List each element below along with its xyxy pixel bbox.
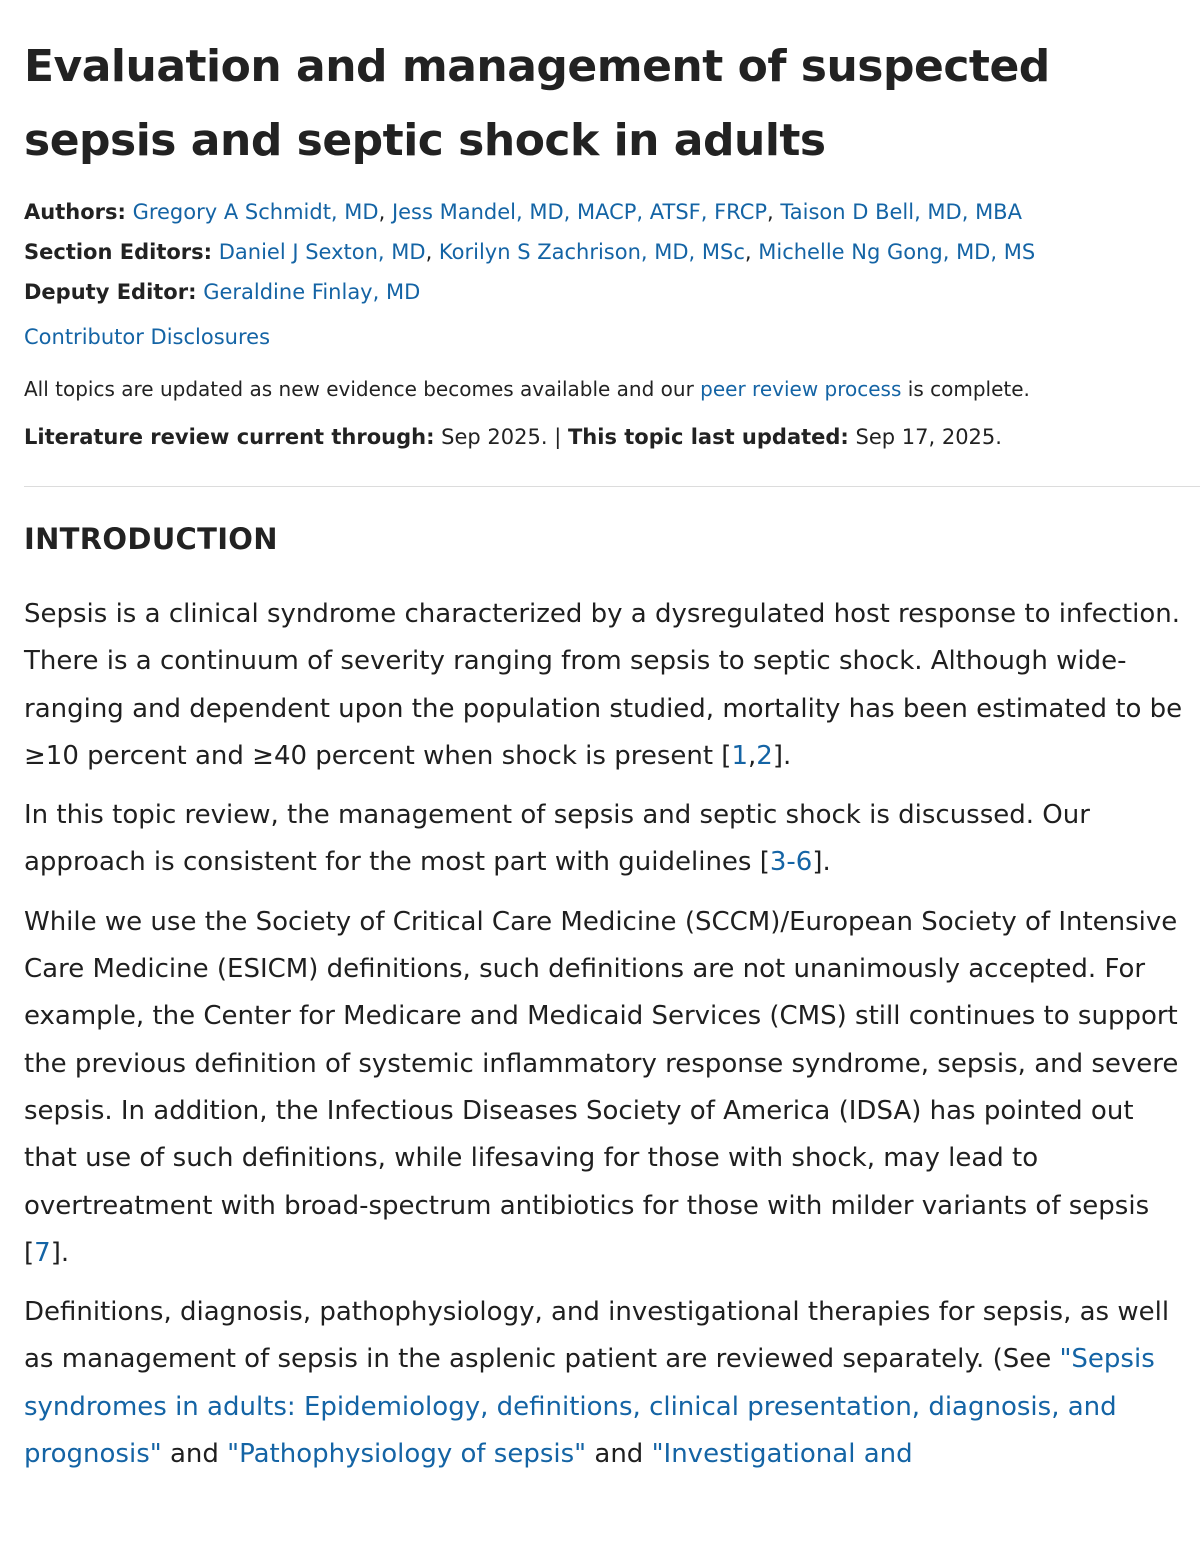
reference-close: ]. xyxy=(812,847,831,878)
paragraph-text: While we use the Society of Critical Care Medicine (SCCM)/European Society of Intensive Care Medicine (ESICM) definitions, such definitions are not unanimously accepted. For example, the Center for Medicare and Medicaid Services (CMS) still continues to support the previous definition of systemic inflammatory response syndrome, sepsis, and severe sepsis. In addition, the Infectious Diseases Society of America (IDSA) has pointed out that use of such definitions, while lifesaving for those with shock, may lead to overtreatment with broad-spectrum antibiotics for those with milder variants of sepsis [ xyxy=(24,906,1179,1268)
section-editors-label: Section Editors: xyxy=(24,240,213,264)
lit-review-value: Sep 2025. | xyxy=(434,425,568,449)
separator: , xyxy=(767,200,781,224)
intro-paragraph-1 xyxy=(24,591,1194,780)
divider xyxy=(24,486,1200,487)
intro-paragraph-3 xyxy=(24,899,1194,1277)
editor-link-gong[interactable]: Michelle Ng Gong, MD, MS xyxy=(758,240,1036,264)
deputy-editor-row xyxy=(24,272,1200,312)
reference-close: ]. xyxy=(772,740,792,771)
topic-link-pathophysiology[interactable]: "Pathophysiology of sepsis" xyxy=(227,1439,587,1470)
editor-link-sexton[interactable]: Daniel J Sexton, MD xyxy=(218,240,426,264)
contributor-disclosures-link[interactable]: Contributor Disclosures xyxy=(24,325,271,349)
last-updated-label: This topic last updated: xyxy=(567,425,849,449)
reference-link-2[interactable]: 2 xyxy=(756,740,773,771)
reference-separator: , xyxy=(748,740,757,771)
deputy-editor-link-finlay[interactable]: Geraldine Finlay, MD xyxy=(203,280,421,304)
author-link-schmidt[interactable]: Gregory A Schmidt, MD xyxy=(132,200,379,224)
editor-link-zachrison[interactable]: Korilyn S Zachrison, MD, MSc xyxy=(438,240,745,264)
reference-close: ]. xyxy=(50,1237,70,1268)
reference-link-1[interactable]: 1 xyxy=(731,740,748,771)
author-link-mandel[interactable]: Jess Mandel, MD, MACP, ATSF, FRCP xyxy=(391,200,768,224)
intro-paragraph-4 xyxy=(24,1289,1194,1478)
section-heading-introduction: INTRODUCTION xyxy=(24,522,278,556)
topic-link-investigational[interactable]: "Investigational and xyxy=(651,1439,913,1470)
paragraph-text: In this topic review, the management of sepsis and septic shock is discussed. Our approach is consistent for the most part with guidelines [ xyxy=(24,800,1090,878)
deputy-editor-label: Deputy Editor: xyxy=(24,280,197,304)
update-notice xyxy=(24,374,1200,404)
authors-label: Authors: xyxy=(24,200,126,224)
conjunction: and xyxy=(161,1439,228,1470)
lit-review-label: Literature review current through: xyxy=(24,425,435,449)
separator: , xyxy=(744,240,759,264)
intro-paragraph-2 xyxy=(24,792,1194,887)
separator: , xyxy=(378,200,392,224)
page-title: Evaluation and management of suspected sepsis and septic shock in adults xyxy=(24,41,1050,166)
reference-link-3-6[interactable]: 3-6 xyxy=(769,847,813,878)
peer-review-process-link[interactable]: peer review process xyxy=(700,377,902,401)
notice-text: All topics are updated as new evidence becomes available and our xyxy=(24,377,701,401)
separator: , xyxy=(425,240,439,264)
notice-text-end: is complete. xyxy=(901,377,1030,401)
review-dates xyxy=(24,422,1200,452)
byline xyxy=(24,192,1200,312)
section-editors-row xyxy=(24,232,1200,272)
author-link-bell[interactable]: Taison D Bell, MD, MBA xyxy=(780,200,1022,224)
reference-link-7[interactable]: 7 xyxy=(34,1237,51,1268)
last-updated-value: Sep 17, 2025. xyxy=(848,425,1002,449)
authors-row xyxy=(24,192,1200,232)
paragraph-text: Definitions, diagnosis, pathophysiology, and investigational therapies for sepsis, as well as management of sepsis in the asplenic patient are reviewed separately. (See xyxy=(24,1297,1170,1375)
conjunction: and xyxy=(586,1439,652,1470)
topic-link-sepsis-syndromes[interactable]: "Sepsis syndromes in adults: Epidemiology, definitions, clinical presentation, diagnosis, and prognosis" xyxy=(24,1344,1155,1470)
paragraph-text: Sepsis is a clinical syndrome characterized by a dysregulated host response to infection. There is a continuum of severity ranging from sepsis to septic shock. Although wide-ranging and dependent upon the population studied, mortality has been estimated to be ≥10 percent and ≥40 percent when shock is present [ xyxy=(24,599,1183,771)
